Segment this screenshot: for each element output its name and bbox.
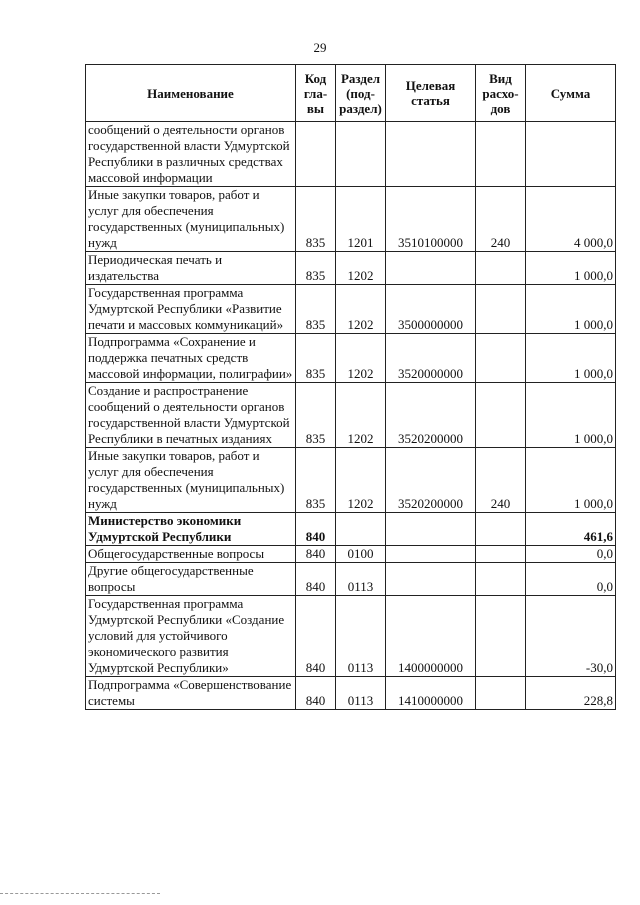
cell-code: 835 xyxy=(296,252,336,285)
cell-section: 0100 xyxy=(336,546,386,563)
header-type: Вид расхо-дов xyxy=(476,65,526,122)
table-header-row xyxy=(86,65,616,122)
cell-sum xyxy=(526,122,616,187)
cell-sum: -30,0 xyxy=(526,596,616,677)
cell-target xyxy=(386,563,476,596)
cell-sum: 1 000,0 xyxy=(526,383,616,448)
cell-type xyxy=(476,513,526,546)
cell-type xyxy=(476,596,526,677)
cell-sum: 1 000,0 xyxy=(526,448,616,513)
cell-section: 1202 xyxy=(336,383,386,448)
cell-section: 1202 xyxy=(336,285,386,334)
cell-name: Общегосударственные вопросы xyxy=(86,546,296,563)
cell-type xyxy=(476,383,526,448)
cell-sum: 1 000,0 xyxy=(526,252,616,285)
cell-code: 835 xyxy=(296,383,336,448)
cell-type: 240 xyxy=(476,448,526,513)
cell-target: 3520000000 xyxy=(386,334,476,383)
cell-code xyxy=(296,122,336,187)
cell-section: 1202 xyxy=(336,252,386,285)
cell-section: 1202 xyxy=(336,334,386,383)
cell-name: Подпрограмма «Сохранение и поддержка печатных средств массовой информации, полиграфии» xyxy=(86,334,296,383)
header-code: Код гла-вы xyxy=(296,65,336,122)
table-row xyxy=(86,334,616,383)
cell-code: 840 xyxy=(296,677,336,710)
table-row xyxy=(86,285,616,334)
table-row xyxy=(86,677,616,710)
table-row xyxy=(86,546,616,563)
budget-table xyxy=(85,64,616,710)
cell-sum: 461,6 xyxy=(526,513,616,546)
cell-name: сообщений о деятельности органов государственной власти Удмуртской Республики в различных средствах массовой информации xyxy=(86,122,296,187)
cell-section: 1202 xyxy=(336,448,386,513)
cell-section: 1201 xyxy=(336,187,386,252)
cell-target: 1400000000 xyxy=(386,596,476,677)
table-row xyxy=(86,252,616,285)
table-row xyxy=(86,596,616,677)
cell-name: Министерство экономики Удмуртской Республики xyxy=(86,513,296,546)
cell-name: Государственная программа Удмуртской Республики «Развитие печати и массовых коммуникаций» xyxy=(86,285,296,334)
cell-name: Подпрограмма «Совершенствование системы xyxy=(86,677,296,710)
table-row xyxy=(86,122,616,187)
cell-code: 840 xyxy=(296,596,336,677)
cell-code: 840 xyxy=(296,513,336,546)
cell-type xyxy=(476,546,526,563)
cell-type xyxy=(476,563,526,596)
cell-sum: 228,8 xyxy=(526,677,616,710)
header-name: Наименование xyxy=(86,65,296,122)
cell-target: 3520200000 xyxy=(386,448,476,513)
cell-target: 3510100000 xyxy=(386,187,476,252)
cell-sum: 0,0 xyxy=(526,546,616,563)
cell-section: 0113 xyxy=(336,596,386,677)
cell-type xyxy=(476,252,526,285)
cell-name: Государственная программа Удмуртской Республики «Создание условий для устойчивого экономического развития Удмуртской Республики» xyxy=(86,596,296,677)
table-row xyxy=(86,513,616,546)
table-row xyxy=(86,448,616,513)
cell-section xyxy=(336,122,386,187)
cell-type xyxy=(476,285,526,334)
cell-sum: 1 000,0 xyxy=(526,285,616,334)
cell-name: Иные закупки товаров, работ и услуг для обеспечения государственных (муниципальных) нужд xyxy=(86,187,296,252)
cell-type: 240 xyxy=(476,187,526,252)
cell-target: 3520200000 xyxy=(386,383,476,448)
cell-name: Периодическая печать и издательства xyxy=(86,252,296,285)
page-number: 29 xyxy=(313,40,327,55)
cell-code: 835 xyxy=(296,334,336,383)
cell-name: Иные закупки товаров, работ и услуг для обеспечения государственных (муниципальных) нужд xyxy=(86,448,296,513)
cell-code: 835 xyxy=(296,187,336,252)
footer-mark xyxy=(0,893,160,897)
table-row xyxy=(86,563,616,596)
cell-code: 835 xyxy=(296,448,336,513)
cell-code: 840 xyxy=(296,563,336,596)
cell-section xyxy=(336,513,386,546)
cell-type xyxy=(476,122,526,187)
cell-target xyxy=(386,122,476,187)
cell-target xyxy=(386,546,476,563)
cell-target xyxy=(386,513,476,546)
cell-code: 835 xyxy=(296,285,336,334)
cell-target xyxy=(386,252,476,285)
cell-sum: 4 000,0 xyxy=(526,187,616,252)
table-row xyxy=(86,187,616,252)
table-row xyxy=(86,383,616,448)
cell-target: 1410000000 xyxy=(386,677,476,710)
cell-code: 840 xyxy=(296,546,336,563)
header-sum: Сумма xyxy=(526,65,616,122)
cell-section: 0113 xyxy=(336,563,386,596)
header-section: Раздел (под-раздел) xyxy=(336,65,386,122)
cell-name: Другие общегосударственные вопросы xyxy=(86,563,296,596)
cell-name: Создание и распространение сообщений о деятельности органов государственной власти Удмуртской Республики в печатных изданиях xyxy=(86,383,296,448)
header-target: Целевая статья xyxy=(386,65,476,122)
cell-sum: 0,0 xyxy=(526,563,616,596)
cell-sum: 1 000,0 xyxy=(526,334,616,383)
cell-type xyxy=(476,677,526,710)
cell-section: 0113 xyxy=(336,677,386,710)
cell-target: 3500000000 xyxy=(386,285,476,334)
cell-type xyxy=(476,334,526,383)
